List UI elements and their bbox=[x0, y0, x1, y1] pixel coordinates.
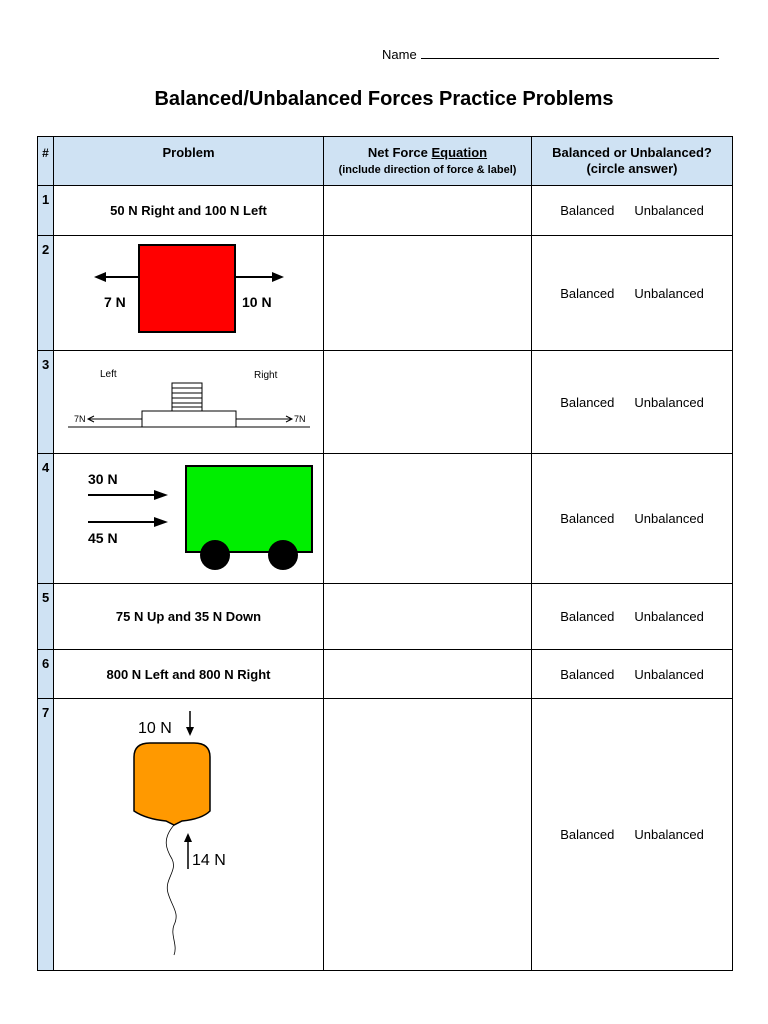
cart-forces-diagram bbox=[54, 454, 324, 580]
equation-cell[interactable] bbox=[324, 186, 532, 236]
choice-unbalanced[interactable]: Unbalanced bbox=[634, 666, 704, 682]
row-number: 3 bbox=[38, 351, 54, 454]
choice-unbalanced[interactable]: Unbalanced bbox=[634, 285, 704, 301]
down-force-label: 10 N bbox=[138, 720, 172, 737]
choice-unbalanced[interactable]: Unbalanced bbox=[634, 203, 704, 218]
red-box bbox=[139, 245, 235, 332]
choice-balanced[interactable]: Balanced bbox=[560, 203, 615, 218]
choice-balanced[interactable]: Balanced bbox=[560, 511, 615, 526]
base-block bbox=[142, 411, 236, 427]
choice-balanced[interactable]: Balanced bbox=[560, 827, 615, 842]
equation-cell[interactable] bbox=[324, 650, 532, 699]
table-row bbox=[38, 236, 733, 351]
header-problem: Problem bbox=[54, 137, 324, 186]
stack-forces-diagram bbox=[54, 351, 324, 450]
left-label: Left bbox=[100, 369, 117, 380]
table-row bbox=[38, 186, 733, 236]
row-number: 2 bbox=[38, 236, 54, 351]
answer-cell bbox=[532, 699, 733, 971]
choice-unbalanced[interactable]: Unbalanced bbox=[634, 511, 704, 526]
box-forces-diagram bbox=[54, 236, 324, 347]
table-row bbox=[38, 584, 733, 650]
cart-wheel bbox=[268, 540, 298, 570]
problem-text: 75 N Up and 35 N Down bbox=[54, 584, 324, 650]
problem-text: 800 N Left and 800 N Right bbox=[54, 650, 324, 699]
answer-cell bbox=[532, 650, 733, 699]
right-label: Right bbox=[254, 370, 278, 381]
answer-cell bbox=[532, 236, 733, 351]
header-equation-sub: (include direction of force & label) bbox=[338, 164, 517, 176]
table-row bbox=[38, 351, 733, 454]
answer-cell bbox=[532, 584, 733, 650]
header-equation bbox=[324, 137, 532, 186]
choice-balanced[interactable]: Balanced bbox=[560, 394, 615, 410]
equation-cell[interactable] bbox=[324, 351, 532, 454]
orange-balloon bbox=[134, 743, 210, 825]
top-arrow-icon bbox=[154, 490, 168, 500]
header-number: # bbox=[38, 137, 54, 186]
left-force-label: 7 N bbox=[104, 294, 126, 310]
choice-balanced[interactable]: Balanced bbox=[560, 609, 615, 624]
table-row bbox=[38, 454, 733, 584]
equation-cell[interactable] bbox=[324, 236, 532, 351]
up-force-label: 14 N bbox=[192, 852, 226, 869]
problem-diagram bbox=[54, 699, 324, 971]
problem-diagram bbox=[54, 351, 324, 454]
header-answer-label: Balanced or Unbalanced? bbox=[552, 145, 712, 160]
left-force-label: 7N bbox=[74, 414, 86, 424]
row-number: 4 bbox=[38, 454, 54, 584]
row-number: 6 bbox=[38, 650, 54, 699]
header-answer-sub: (circle answer) bbox=[586, 161, 678, 176]
cart-wheel bbox=[200, 540, 230, 570]
header-equation-underlined: Equation bbox=[431, 145, 488, 160]
equation-cell[interactable] bbox=[324, 699, 532, 971]
table-row bbox=[38, 699, 733, 971]
choice-balanced[interactable]: Balanced bbox=[560, 285, 615, 301]
answer-cell bbox=[532, 454, 733, 584]
problems-table bbox=[37, 136, 733, 971]
problem-diagram bbox=[54, 236, 324, 351]
name-blank[interactable] bbox=[421, 46, 719, 59]
row-number: 5 bbox=[38, 584, 54, 650]
right-arrow-icon bbox=[272, 272, 284, 282]
answer-cell bbox=[532, 186, 733, 236]
header-equation-label: Net Force bbox=[367, 145, 432, 160]
left-arrow-icon bbox=[94, 272, 106, 282]
problem-text: 50 N Right and 100 N Left bbox=[54, 186, 324, 236]
problem-diagram bbox=[54, 454, 324, 584]
top-force-label: 30 N bbox=[88, 471, 118, 487]
table-row bbox=[38, 650, 733, 699]
right-force-label: 10 N bbox=[242, 294, 272, 310]
page-title: Balanced/Unbalanced Forces Practice Problems bbox=[154, 88, 614, 110]
green-cart bbox=[186, 466, 312, 552]
bottom-force-label: 45 N bbox=[88, 530, 118, 546]
name-label: Name bbox=[382, 47, 417, 62]
row-number: 7 bbox=[38, 699, 54, 971]
choice-unbalanced[interactable]: Unbalanced bbox=[634, 609, 704, 624]
bottom-arrow-icon bbox=[154, 517, 168, 527]
choice-unbalanced[interactable]: Unbalanced bbox=[634, 827, 704, 842]
right-force-label: 7N bbox=[294, 414, 306, 424]
header-answer bbox=[532, 137, 733, 186]
choice-unbalanced[interactable]: Unbalanced bbox=[634, 394, 704, 410]
equation-cell[interactable] bbox=[324, 584, 532, 650]
choice-balanced[interactable]: Balanced bbox=[560, 666, 615, 682]
answer-cell bbox=[532, 351, 733, 454]
header-row bbox=[38, 137, 733, 186]
up-arrow-icon bbox=[184, 833, 192, 842]
balloon-string bbox=[166, 825, 176, 955]
name-line bbox=[382, 46, 719, 62]
balloon-forces-diagram bbox=[54, 699, 324, 967]
equation-cell[interactable] bbox=[324, 454, 532, 584]
down-arrow-icon bbox=[186, 727, 194, 736]
row-number: 1 bbox=[38, 186, 54, 236]
